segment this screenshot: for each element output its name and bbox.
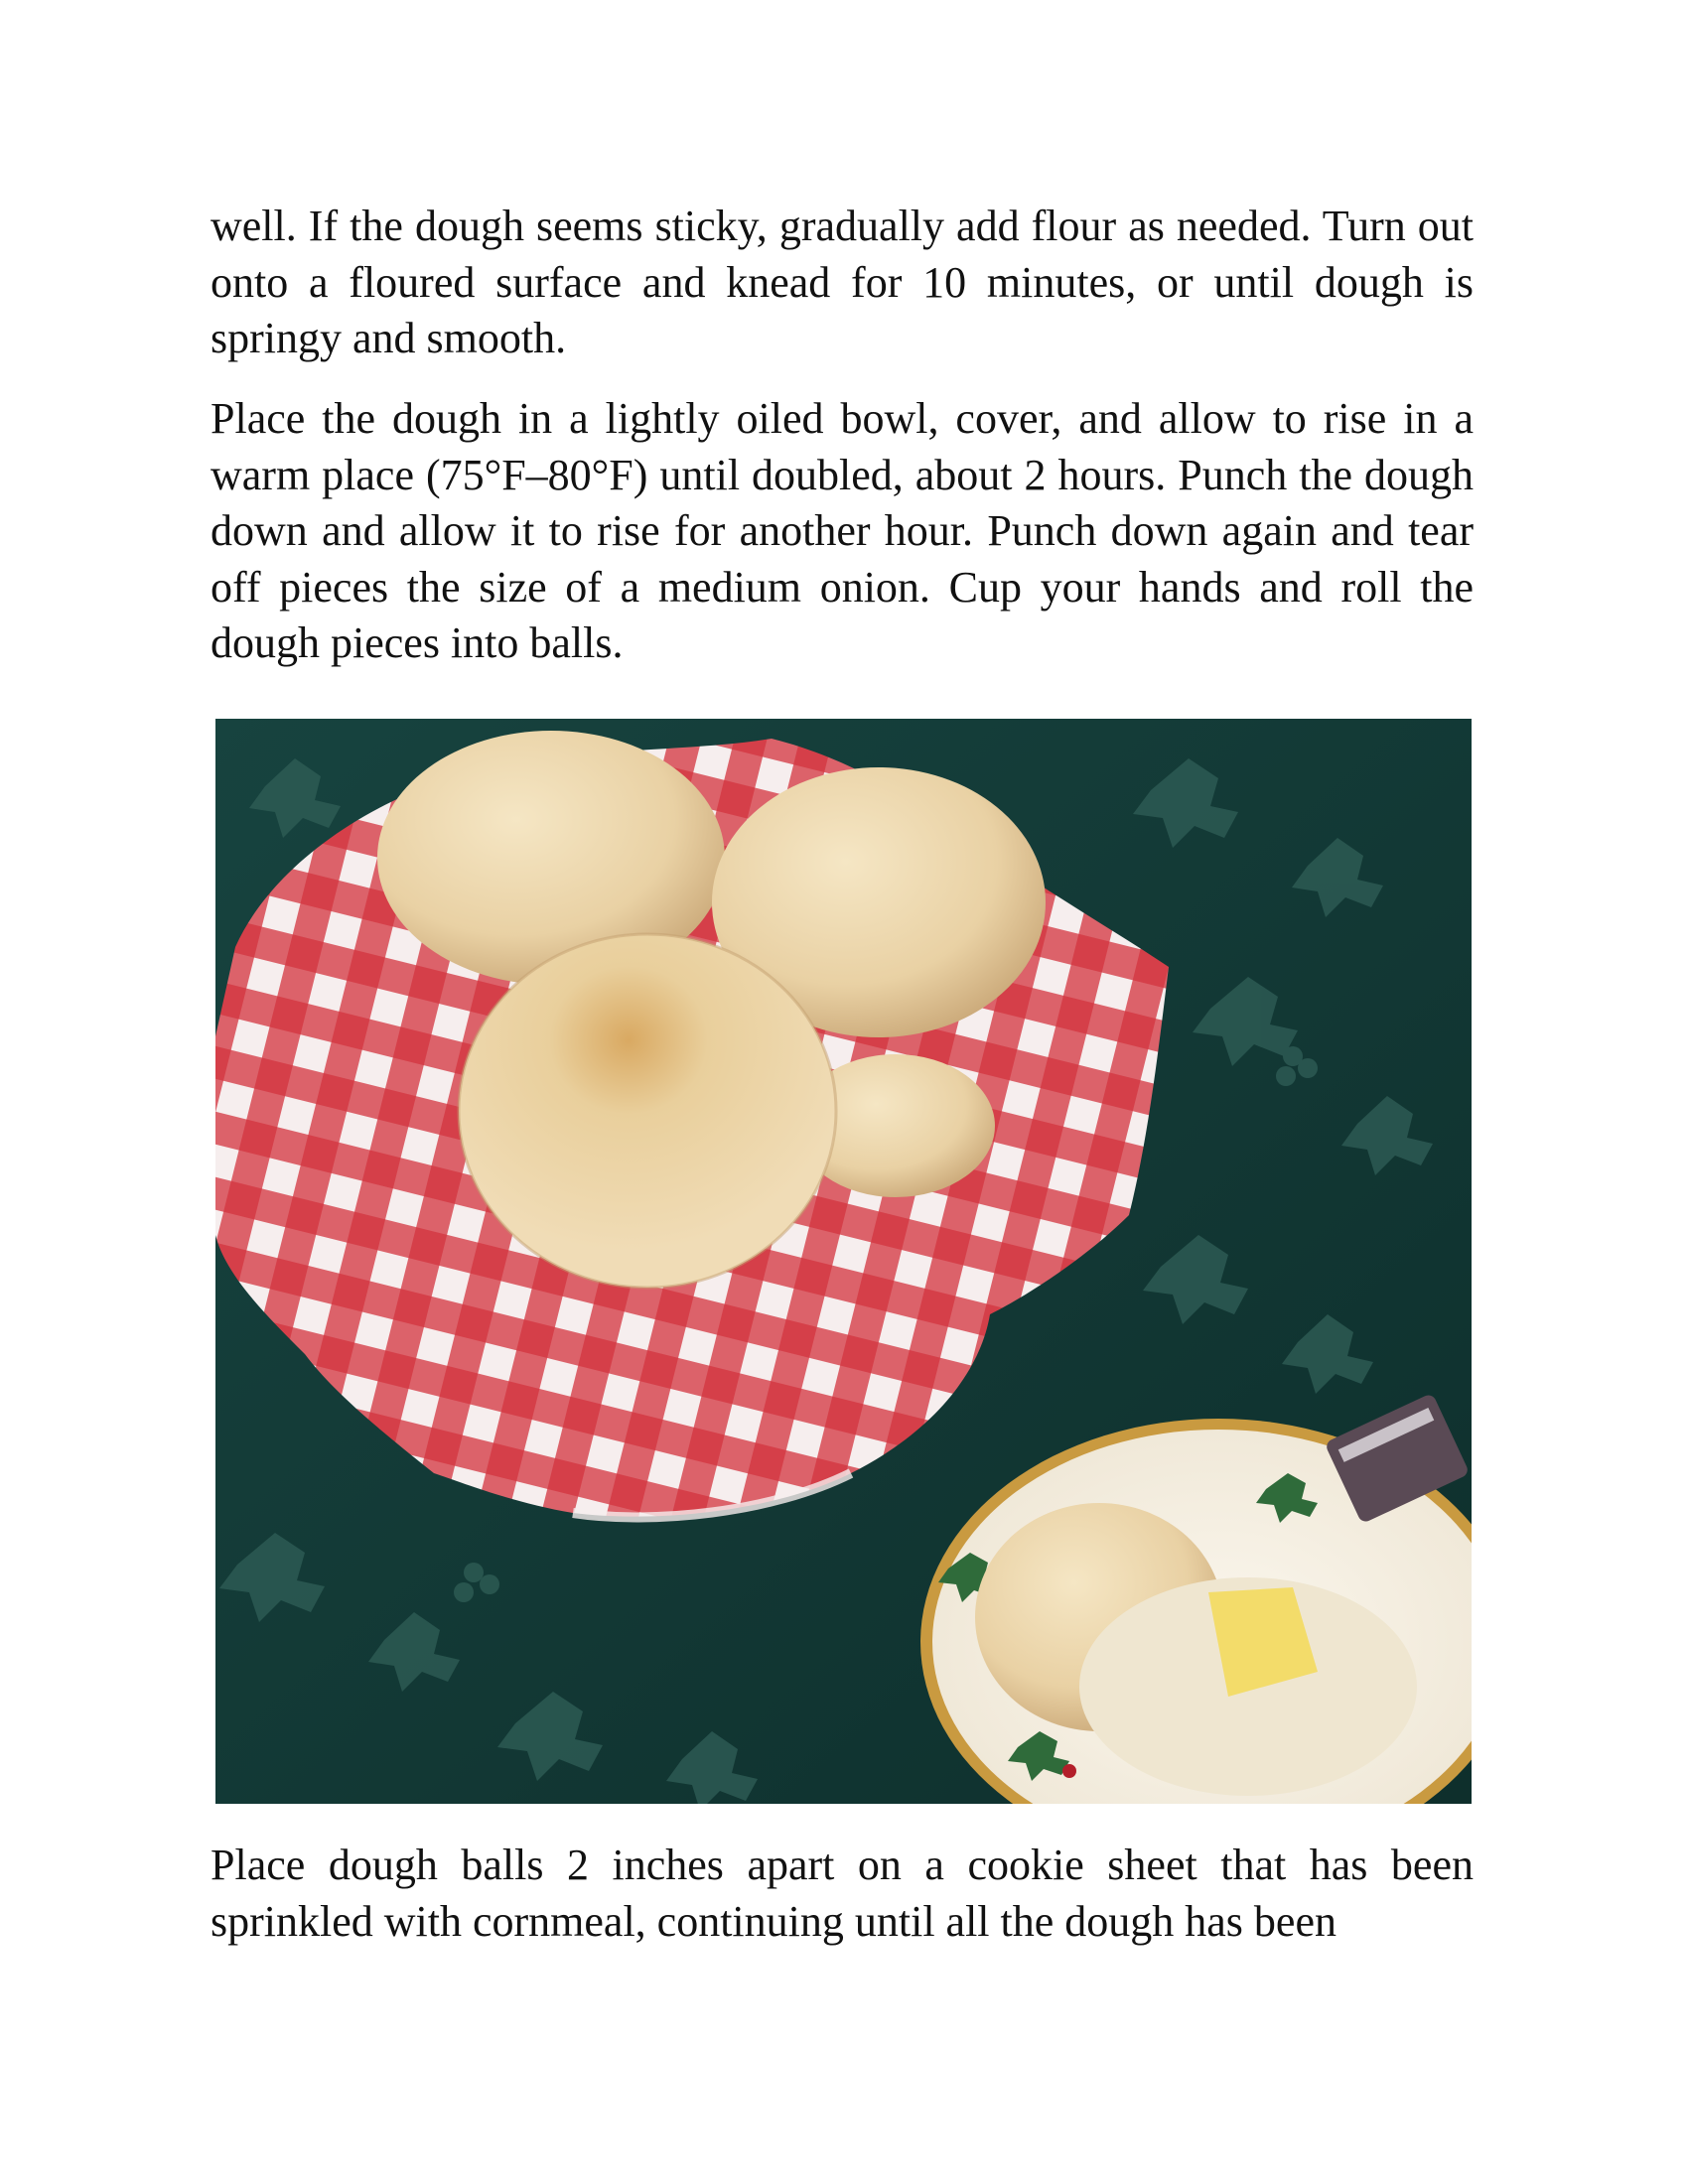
paragraph-kneading: well. If the dough seems sticky, gradually add flour as needed. Turn out onto a floured surface and knead for 10 minutes, or until dough is springy and smooth.	[211, 202, 1474, 362]
bread-rolls-photo	[215, 719, 1472, 1804]
paragraph-baking: Place dough balls 2 inches apart on a cookie sheet that has been sprinkled with cornmeal, continuing until all the dough has been	[211, 1841, 1474, 1946]
paragraph-rising: Place the dough in a lightly oiled bowl, cover, and allow to rise in a warm place (75°F–80°F) until doubled, about 2 hours. Punch the dough down and allow it to rise for another hour. Punch down again and tear off pieces the size of a medium onion. Cup your hands and roll the dough pieces into balls.	[211, 394, 1474, 667]
